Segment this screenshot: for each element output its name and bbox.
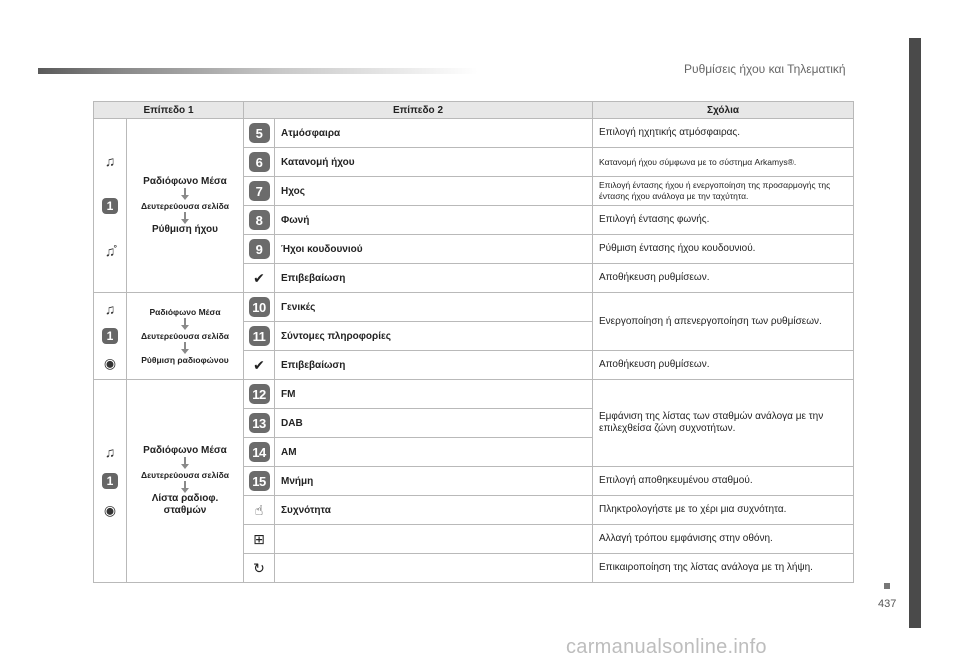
setting-comment: Επιλογή έντασης φωνής.	[593, 206, 854, 235]
callout-badge: 13	[249, 413, 270, 433]
callout-badge: 15	[249, 471, 270, 491]
down-arrow-icon	[180, 318, 190, 330]
refresh-icon: ↻	[253, 559, 265, 576]
callout-badge: 7	[249, 181, 270, 201]
group-icons-cell	[94, 293, 127, 380]
column-header-comments: Σχόλια	[593, 102, 854, 119]
hand-touch-icon: ☝	[254, 501, 264, 518]
setting-label: Ατμόσφαιρα	[275, 119, 593, 148]
path-step: Δευτερεύουσα σελίδα	[140, 200, 230, 211]
side-edge-bar	[909, 38, 921, 628]
page-number: 437	[878, 598, 897, 610]
path-step: Λίστα ραδιοφ. σταθμών	[151, 493, 219, 516]
path-step: Ρύθμιση ραδιοφώνου	[141, 355, 229, 365]
column-header-level2: Επίπεδο 2	[244, 102, 593, 119]
setting-label: Ήχοι κουδουνιού	[275, 235, 593, 264]
path-step: Ραδιόφωνο Μέσα	[149, 307, 221, 317]
music-note-icon: ♫	[104, 152, 116, 169]
music-note-icon: ♫	[104, 301, 116, 317]
setting-comment: Κατανομή ήχου σύμφωνα με το σύστημα Arkamys®.	[593, 148, 854, 177]
table-header-row	[94, 102, 854, 119]
callout-badge: 10	[249, 297, 270, 317]
down-arrow-icon	[180, 212, 190, 224]
table-row	[94, 293, 854, 322]
step-number-badge: 1	[102, 198, 118, 214]
display-mode-icon: ⊞	[253, 530, 265, 547]
step-number-badge: 1	[102, 473, 118, 489]
group-icons-cell	[94, 380, 127, 583]
checkmark-icon: ✔	[253, 356, 265, 373]
group-icons-cell	[94, 119, 127, 293]
table-row	[94, 380, 854, 409]
setting-comment: Αποθήκευση ρυθμίσεων.	[593, 351, 854, 380]
setting-label	[275, 554, 593, 583]
path-step: Ραδιόφωνο Μέσα	[143, 445, 227, 456]
setting-comment: Επικαιροποίηση της λίστας ανάλογα με τη λήψη.	[593, 554, 854, 583]
setting-label: Γενικές	[275, 293, 593, 322]
setting-label: DAB	[275, 409, 593, 438]
callout-badge: 8	[249, 210, 270, 230]
setting-comment: Πληκτρολογήστε με το χέρι μια συχνότητα.	[593, 496, 854, 525]
path-step: Ραδιόφωνο Μέσα	[143, 175, 227, 187]
path-step: Δευτερεύουσα σελίδα	[140, 470, 230, 480]
menu-path-cell	[127, 119, 244, 293]
path-step: Δευτερεύουσα σελίδα	[140, 331, 230, 341]
setting-label: Σύντομες πληροφορίες	[275, 322, 593, 351]
callout-badge: 9	[249, 239, 270, 259]
setting-label: Επιβεβαίωση	[275, 264, 593, 293]
down-arrow-icon	[180, 457, 190, 469]
callout-badge: 14	[249, 442, 270, 462]
menu-path-cell	[127, 293, 244, 380]
setting-label: Συχνότητα	[275, 496, 593, 525]
settings-table	[93, 101, 854, 583]
setting-comment: Επιλογή έντασης ήχου ή ενεργοποίηση της προσαρμογής της έντασης ήχου ανάλογα με την ταχύτητα.	[593, 177, 854, 206]
down-arrow-icon	[180, 342, 190, 354]
menu-path-cell	[127, 380, 244, 583]
checkmark-icon: ✔	[253, 269, 265, 286]
down-arrow-icon	[180, 481, 190, 493]
setting-comment: Ενεργοποίηση ή απενεργοποίηση των ρυθμίσεων.	[593, 293, 854, 351]
setting-comment: Εμφάνιση της λίστας των σταθμών ανάλογα με την επιλεχθείσα ζώνη συχνοτήτων.	[593, 380, 854, 467]
header-decor-bar	[38, 68, 478, 74]
setting-label: Ηχος	[275, 177, 593, 206]
step-number-badge: 1	[102, 328, 118, 344]
callout-badge: 12	[249, 384, 270, 404]
setting-label: FM	[275, 380, 593, 409]
setting-comment: Επιλογή αποθηκευμένου σταθμού.	[593, 467, 854, 496]
page-title: Ρυθμίσεις ήχου και Τηλεματική	[684, 62, 846, 76]
path-step: Ρύθμιση ήχου	[152, 223, 218, 235]
setting-label: Μνήμη	[275, 467, 593, 496]
setting-comment: Αποθήκευση ρυθμίσεων.	[593, 264, 854, 293]
watermark: carmanualsonline.info	[566, 636, 767, 658]
setting-label: Κατανομή ήχου	[275, 148, 593, 177]
setting-comment: Επιλογή ηχητικής ατμόσφαιρας.	[593, 119, 854, 148]
music-note-icon: ♫	[104, 444, 116, 460]
radio-signal-icon: ◉	[103, 501, 117, 518]
column-header-level1: Επίπεδο 1	[94, 102, 244, 119]
setting-comment: Αλλαγή τρόπου εμφάνισης στην οθόνη.	[593, 525, 854, 554]
setting-label	[275, 525, 593, 554]
setting-label: AM	[275, 438, 593, 467]
setting-label: Επιβεβαίωση	[275, 351, 593, 380]
radio-signal-icon: ◉	[103, 354, 117, 371]
music-settings-icon: ♫̊	[104, 242, 116, 259]
callout-badge: 5	[249, 123, 270, 143]
setting-label: Φωνή	[275, 206, 593, 235]
down-arrow-icon	[180, 188, 190, 200]
page-marker	[884, 583, 890, 589]
callout-badge: 11	[249, 326, 270, 346]
setting-comment: Ρύθμιση έντασης ήχου κουδουνιού.	[593, 235, 854, 264]
callout-badge: 6	[249, 152, 270, 172]
table-row	[94, 119, 854, 148]
